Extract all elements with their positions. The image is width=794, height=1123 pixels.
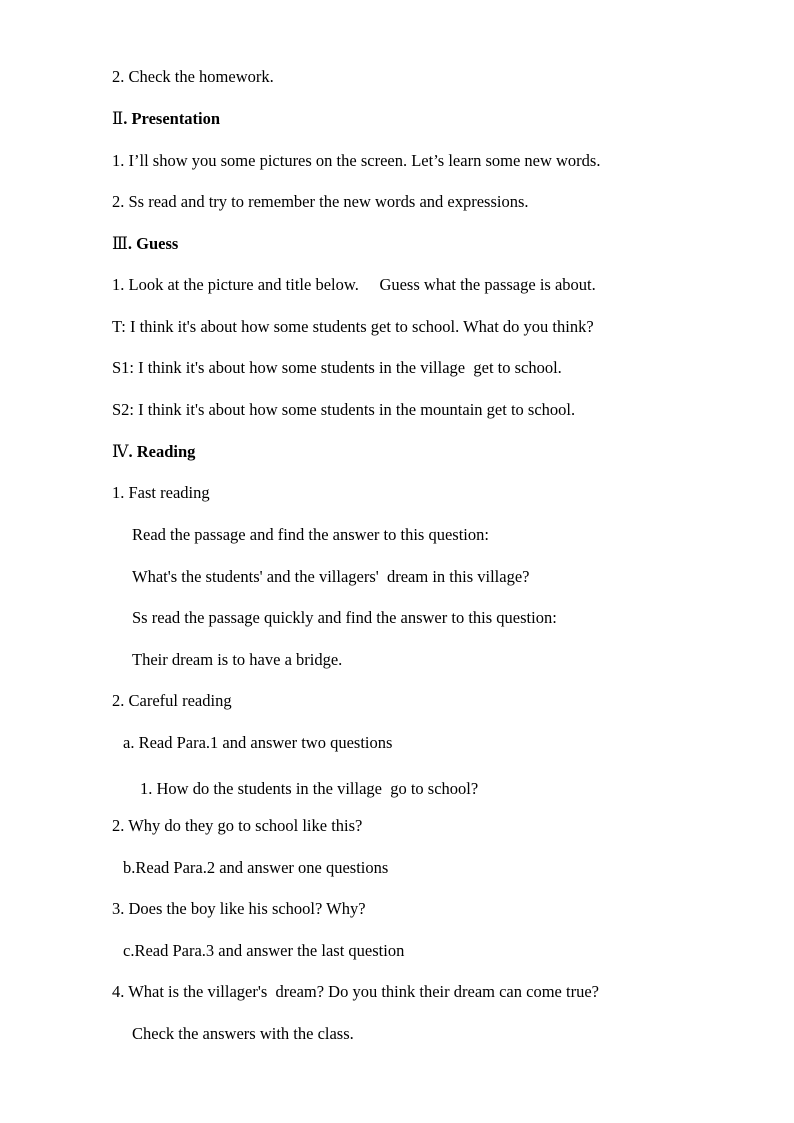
careful-reading-heading: 2. Careful reading (112, 691, 232, 710)
para-2-task: b.Read Para.2 and answer one questions (123, 858, 389, 877)
section-title: . Guess (127, 234, 179, 253)
fast-reading-heading: 1. Fast reading (112, 483, 210, 502)
para-1-task: a. Read Para.1 and answer two questions (123, 733, 393, 752)
question-3: 3. Does the boy like his school? Why? (112, 899, 366, 918)
guess-step-1: 1. Look at the picture and title below. Guess what the passage is about. (112, 275, 596, 294)
question-1: 1. How do the students in the village go to school? (140, 779, 479, 798)
check-answers-step: Check the answers with the class. (132, 1024, 354, 1043)
fast-reading-question: What's the students' and the villagers' dream in this village? (132, 567, 530, 586)
homework-step: 2. Check the homework. (112, 67, 274, 86)
question-4: 4. What is the villager's dream? Do you think their dream can come true? (112, 982, 599, 1001)
fast-reading-answer: Their dream is to have a bridge. (132, 650, 343, 669)
student-2-line: S2: I think it's about how some students in the mountain get to school. (112, 400, 576, 419)
section-title: . Reading (128, 442, 196, 461)
presentation-step-1: 1. I’ll show you some pictures on the screen. Let’s learn some new words. (112, 151, 601, 170)
section-numeral: Ⅲ (112, 234, 128, 253)
teacher-line: T: I think it's about how some students get to school. What do you think? (112, 317, 594, 336)
section-title: . Presentation (123, 109, 221, 128)
question-2: 2. Why do they go to school like this? (112, 816, 363, 835)
section-heading-presentation (112, 109, 220, 129)
fast-reading-instruction: Read the passage and find the answer to this question: (132, 525, 489, 544)
presentation-step-2: 2. Ss read and try to remember the new words and expressions. (112, 192, 529, 211)
section-heading-reading (112, 442, 195, 462)
section-numeral: Ⅱ (112, 109, 124, 128)
section-heading-guess (112, 234, 178, 254)
fast-reading-activity: Ss read the passage quickly and find the answer to this question: (132, 608, 557, 627)
student-1-line: S1: I think it's about how some students in the village get to school. (112, 358, 562, 377)
para-3-task: c.Read Para.3 and answer the last question (123, 941, 405, 960)
section-numeral: Ⅳ (112, 442, 129, 461)
